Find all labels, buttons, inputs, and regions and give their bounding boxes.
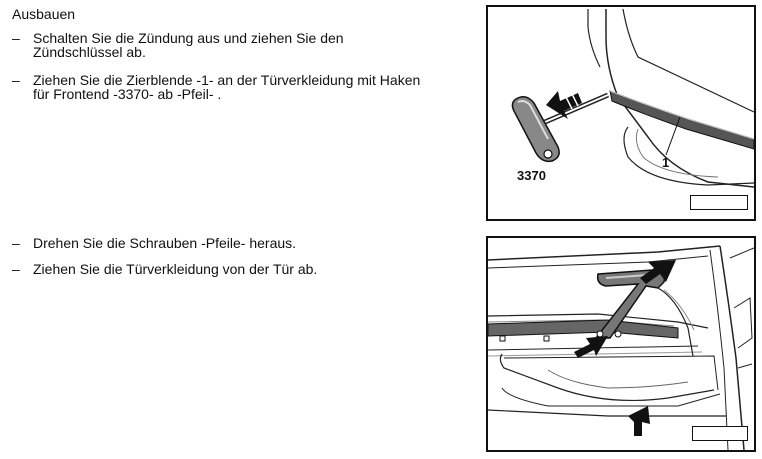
pull-arrow-icon [546,91,582,119]
section-title: Ausbauen [12,6,76,22]
figure-trim-removal [486,5,756,221]
figure-trim-removal-drawing [488,7,754,219]
instruction-step [12,73,472,101]
step-dash: – [12,72,20,88]
trim-band [488,320,678,338]
step-dash: – [12,235,20,251]
step-dash: – [12,261,20,277]
screw-arrow-icon [628,406,650,436]
part-label-trim: 1 [662,155,670,170]
step-text-line: Schalten Sie die Zündung aus und ziehen Sie den [33,30,344,46]
step-text-line: für Frontend -3370- ab -Pfeil- . [33,86,222,102]
figure-door-panel-drawing [488,238,754,450]
figure-id-box [690,195,748,210]
step-text-line: Ziehen Sie die Zierblende -1- an der Türverkleidung mit Haken [33,72,421,88]
screw-arrow-icon [574,336,608,358]
instruction-step [12,31,472,59]
step-text-line: Zündschlüssel ab. [33,44,146,60]
step-text-line: Ziehen Sie die Türverkleidung von der Tür ab. [33,261,318,277]
instruction-step [12,262,472,276]
figure-id-box [692,426,748,441]
tool-label: 3370 [517,168,546,183]
instruction-step [12,236,472,250]
figure-door-panel-screws [486,236,756,452]
step-text-line: Drehen Sie die Schrauben -Pfeile- heraus. [33,235,297,251]
step-dash: – [12,30,20,46]
